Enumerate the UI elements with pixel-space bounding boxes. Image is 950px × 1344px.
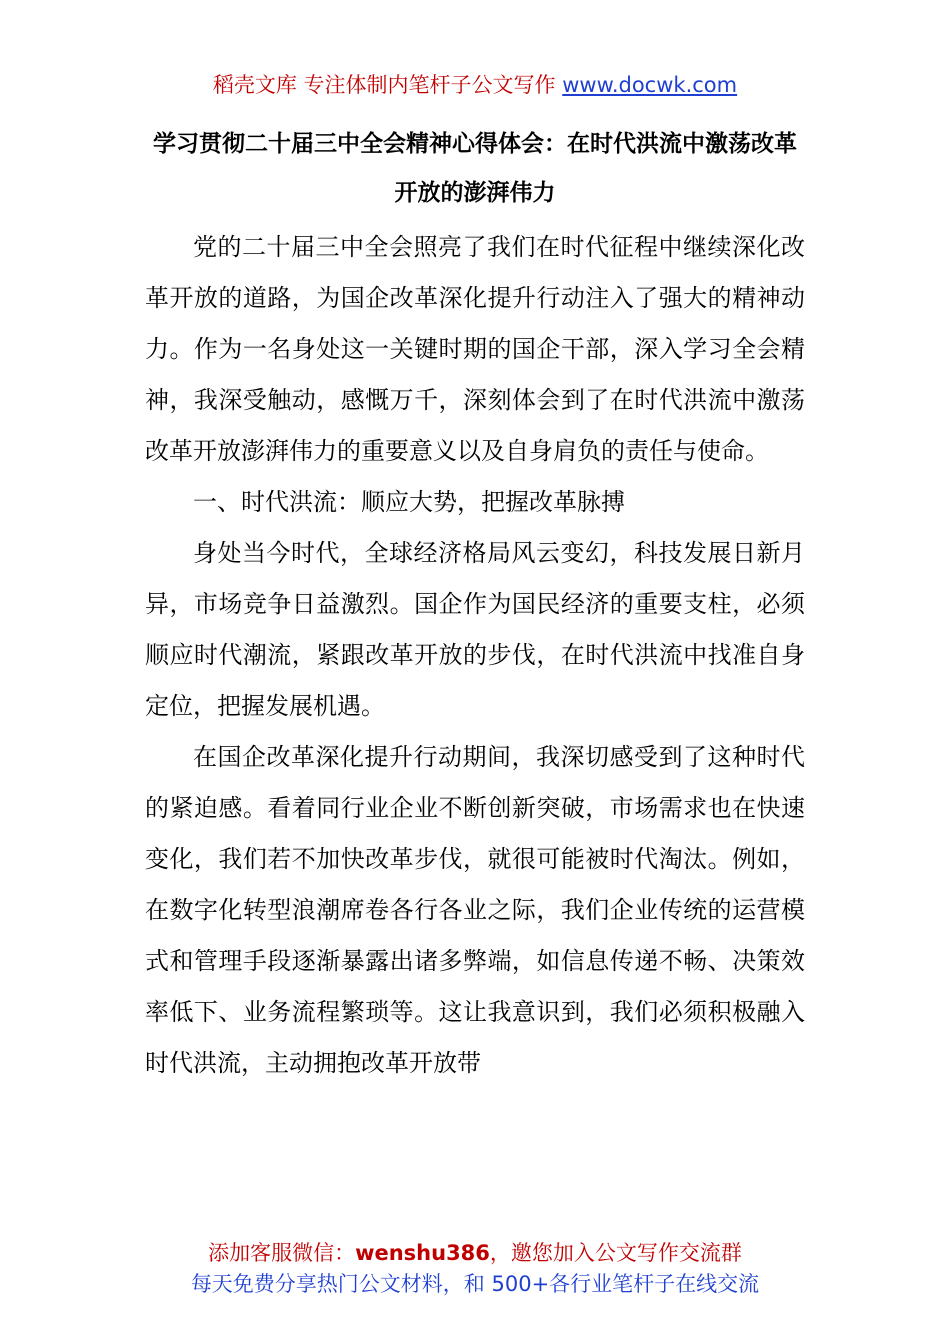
footer-prefix: 添加客服微信： <box>208 1241 356 1265</box>
footer-wechat-id: wenshu386 <box>355 1241 490 1265</box>
document-title: 学习贯彻二十届三中全会精神心得体会：在时代洪流中激荡改革开放的澎湃伟力 <box>153 131 797 206</box>
footer-line-2: 每天免费分享热门公文材料，和 500+各行业笔杆子在线交流 <box>190 1272 760 1296</box>
page-footer <box>0 1238 950 1300</box>
document-body <box>145 222 805 1089</box>
footer-suffix: ，邀您加入公文写作交流群 <box>489 1241 742 1265</box>
paragraph-intro: 党的二十届三中全会照亮了我们在时代征程中继续深化改革开放的道路，为国企改革深化提升行动注入了强大的精神动力。作为一名身处这一关键时期的国企干部，深入学习全会精神，我深受触动，感慨万千，深刻体会到了在时代洪流中激荡改革开放澎湃伟力的重要意义以及自身肩负的责任与使命。 <box>145 233 805 465</box>
paragraph-3: 在国企改革深化提升行动期间，我深切感受到了这种时代的紧迫感。看着同行业企业不断创新突破，市场需求也在快速变化，我们若不加快改革步伐，就很可能被时代淘汰。例如，在数字化转型浪潮席卷各行各业之际，我们企业传统的运营模式和管理手段逐渐暴露出诸多弊端，如信息传递不畅、决策效率低下、业务流程繁琐等。这让我意识到，我们必须积极融入时代洪流，主动拥抱改革开放带 <box>145 743 805 1077</box>
paragraph-2: 身处当今时代，全球经济格局风云变幻，科技发展日新月异，市场竞争日益激烈。国企作为国民经济的重要支柱，必须顺应时代潮流，紧跟改革开放的步伐，在时代洪流中找准自身定位，把握发展机遇。 <box>145 539 805 720</box>
footer-line-1 <box>0 1238 950 1269</box>
page-header <box>0 70 950 100</box>
header-text: 稻壳文库 专注体制内笔杆子公文写作 <box>212 73 563 97</box>
header-link[interactable]: www.docwk.com <box>562 73 738 97</box>
section-heading-1: 一、时代洪流：顺应大势，把握改革脉搏 <box>193 488 625 516</box>
